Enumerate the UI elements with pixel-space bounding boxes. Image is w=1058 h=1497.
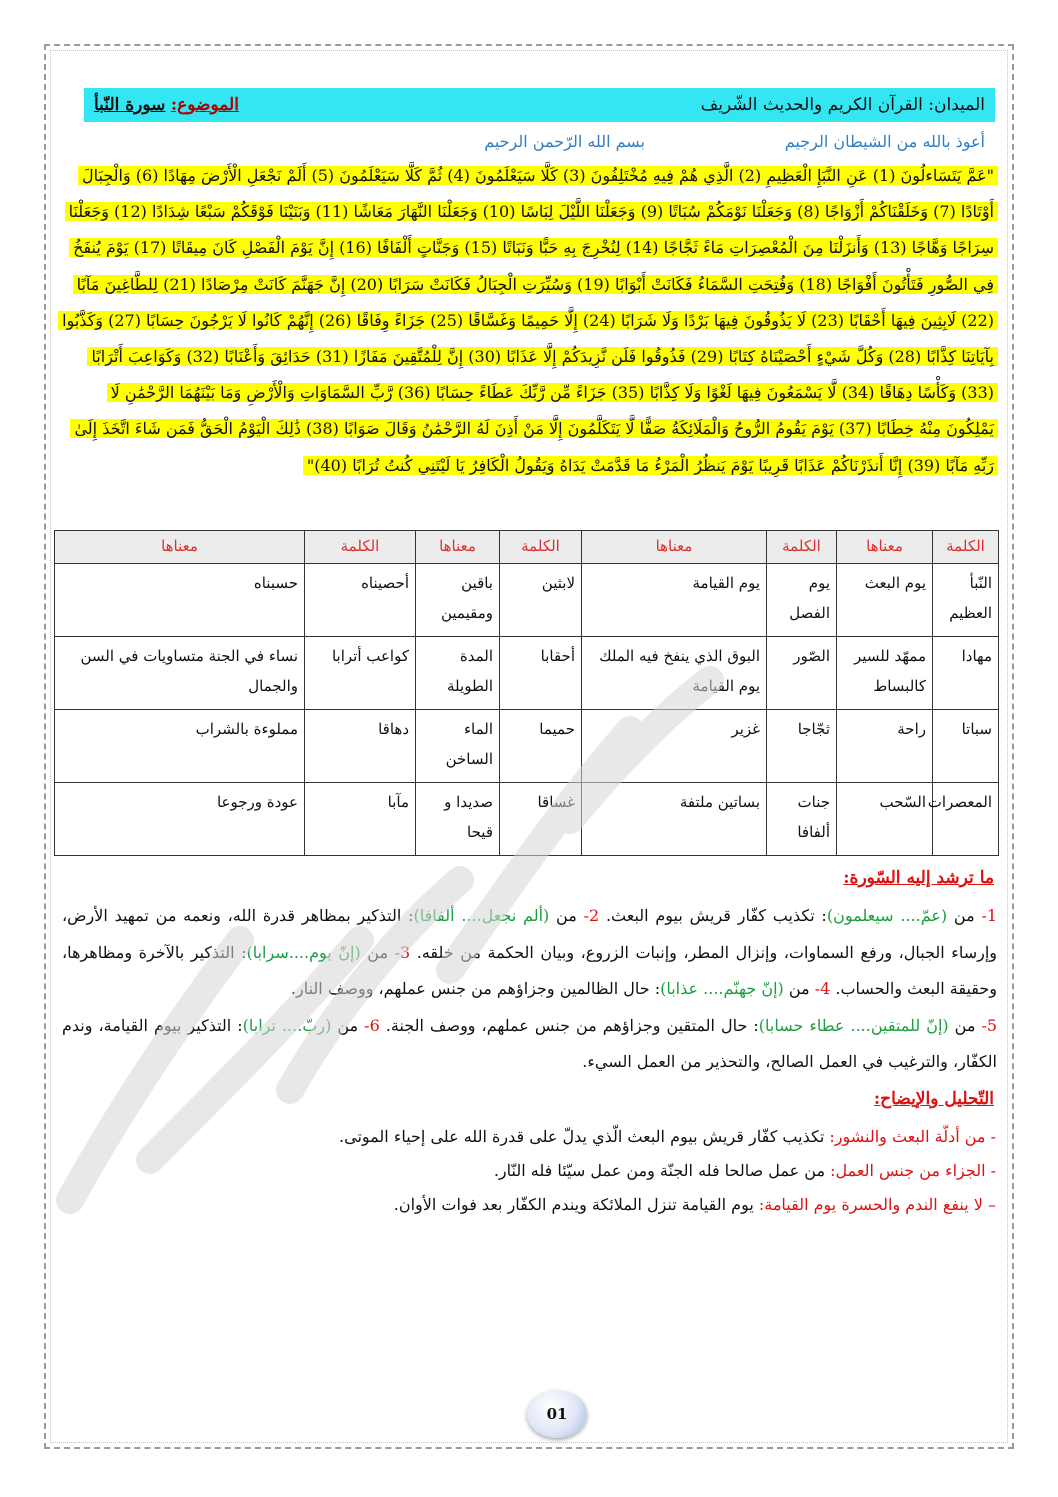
field-label: الميدان: القرآن الكريم والحديث الشّريف xyxy=(700,95,985,115)
guidance-reference: (إنّ يوم....سرابا) xyxy=(246,942,361,962)
table-cell: ممهّد للسير كالبساط xyxy=(837,637,933,710)
table-cell: يوم الفصل xyxy=(767,564,837,637)
basmala: بسم الله الرّحمن الرحيم xyxy=(484,132,645,151)
guidance-reference: (إنّ للمتقين.... عطاء حسابا) xyxy=(758,1015,949,1035)
guidance-title: ما ترشد إليه السّورة: xyxy=(843,868,994,888)
guidance-prefix: من xyxy=(360,942,395,962)
lesson-header xyxy=(84,88,995,122)
analysis-item xyxy=(61,1120,996,1154)
analysis-item xyxy=(61,1188,996,1222)
guidance-reference: (عمّ.... سيعلمون) xyxy=(826,906,948,925)
guidance-text: : التذكير بمظاهر قدرة الله، ونعمه من تمهيد الأرض، وإرساء الجبال، ورفع السماوات، وإنزال المطر، وإنبات الزروع، وبيان الحكمة من خلقه. xyxy=(62,906,998,962)
header-word: الكلمة xyxy=(305,531,416,564)
vocab-header-row xyxy=(55,531,999,564)
guidance-number: 6- xyxy=(364,1015,380,1035)
table-cell: مملوءة بالشراب xyxy=(55,710,305,783)
table-cell: أحصيناه xyxy=(305,564,416,637)
header-word: الكلمة xyxy=(767,531,837,564)
guidance-number: 4- xyxy=(814,979,831,998)
guidance-prefix: من xyxy=(783,979,815,998)
table-row xyxy=(55,710,999,783)
table-cell: باقين ومقيمين xyxy=(416,564,500,637)
table-row xyxy=(55,637,999,710)
table-cell: جنات ألفافا xyxy=(767,783,837,856)
topic-value: سورة النّبأ xyxy=(94,95,166,115)
analysis-text: يوم القيامة تنزل الملائكة ويندم الكفّار بعد فوات الأوان. xyxy=(393,1195,759,1214)
isti3adha: أعوذ بالله من الشيطان الرجيم xyxy=(784,132,985,151)
table-cell: الماء الساخن xyxy=(416,710,500,783)
table-cell: كواعب أترابا xyxy=(305,637,416,710)
vocabulary-table xyxy=(54,530,999,856)
table-cell: البوق الذي ينفخ فيه الملك يوم القيامة xyxy=(582,637,767,710)
table-cell: بساتين ملتفة xyxy=(582,783,767,856)
table-cell: لابثين xyxy=(500,564,582,637)
table-cell: يوم القيامة xyxy=(582,564,767,637)
guidance-text: : حال الظالمين وجزاؤهم من جنس عملهم، ووصف النار. xyxy=(290,979,661,998)
quran-passage xyxy=(62,158,998,520)
topic-label: الموضوع: xyxy=(170,95,239,115)
table-cell: غزير xyxy=(582,710,767,783)
header-word: الكلمة xyxy=(500,531,582,564)
topic xyxy=(94,95,239,115)
header-meaning: معناها xyxy=(837,531,933,564)
table-cell: أحقابا xyxy=(500,637,582,710)
table-cell: ثجّاجا xyxy=(767,710,837,783)
analysis-text: تكذيب كفّار قريش بيوم البعث الّذي يدلّ على قدرة الله على إحياء الموتى. xyxy=(339,1127,830,1146)
table-cell: يوم البعث xyxy=(837,564,933,637)
guidance-number: 3- xyxy=(394,942,411,962)
table-cell: غساقا xyxy=(500,783,582,856)
quran-text: "عَمَّ يَتَسَاءلُونَ (1) عَنِ النَّبَإِ الْعَظِيمِ (2) الَّذِي هُمْ فِيهِ مُخْتَلِفُونَ (3) كَلَّا سَيَعْلَمُونَ (4) ثُمَّ كَلَّا سَيَعْلَمُونَ (5) أَلَمْ نَجْعَلِ الْأَرْضَ مِهَادًا (6) وَالْجِبَالَ أَوْتَادًا (7) وَخَلَقْنَاكُمْ أَزْوَاجًا (8) وَجَعَلْنَا نَوْمَكُمْ سُبَاتًا (9) وَجَعَلْنَا اللَّيْلَ لِبَاسًا (10) وَجَعَلْنَا النَّهَارَ مَعَاشًا (11) وَبَنَيْنَا فَوْقَكُمْ سَبْعًا شِدَادًا (12) وَجَعَلْنَا سِرَاجًا وَهَّاجًا (13) وَأَنزَلْنَا مِنَ الْمُعْصِرَاتِ مَاءً ثَجَّاجًا (14) لِنُخْرِجَ بِهِ حَبًّا وَنَبَاتًا (15) وَجَنَّاتٍ أَلْفَافًا (16) إِنَّ يَوْمَ الْفَصْلِ كَانَ مِيقَاتًا (17) يَوْمَ يُنفَخُ فِي الصُّورِ فَتَأْتُونَ أَفْوَاجًا (18) وَفُتِحَتِ السَّمَاءُ فَكَانَتْ أَبْوَابًا (19) وَسُيِّرَتِ الْجِبَالُ فَكَانَتْ سَرَابًا (20) إِنَّ جَهَنَّمَ كَانَتْ مِرْصَادًا (21) لِلطَّاغِينَ مَآبًا (22) لَابِثِينَ فِيهَا أَحْقَابًا (23) لَا يَذُوقُونَ فِيهَا بَرْدًا وَلَا شَرَابًا (24) إِلَّا حَمِيمًا وَغَسَّاقًا (25) جَزَاءً وِفَاقًا (26) إِنَّهُمْ كَانُوا لَا يَرْجُونَ حِسَابًا (27) وَكَذَّبُوا بِآيَاتِنَا كِذَّابًا (28) وَكُلَّ شَيْءٍ أَحْصَيْنَاهُ كِتَابًا (29) فَذُوقُوا فَلَن نَّزِيدَكُمْ إِلَّا عَذَابًا (30) إِنَّ لِلْمُتَّقِينَ مَفَازًا (31) حَدَائِقَ وَأَعْنَابًا (32) وَكَوَاعِبَ أَتْرَابًا (33) وَكَأْسًا دِهَاقًا (34) لَّا يَسْمَعُونَ فِيهَا لَغْوًا وَلَا كِذَّابًا (35) جَزَاءً مِّن رَّبِّكَ عَطَاءً حِسَابًا (36) رَّبِّ السَّمَاوَاتِ وَالْأَرْضِ وَمَا بَيْنَهُمَا الرَّحْمَٰنِ لَا يَمْلِكُونَ مِنْهُ خِطَابًا (37) يَوْمَ يَقُومُ الرُّوحُ وَالْمَلَائِكَةُ صَفًّا لَّا يَتَكَلَّمُونَ إِلَّا مَنْ أَذِنَ لَهُ الرَّحْمَٰنُ وَقَالَ صَوَابًا (38) ذَٰلِكَ الْيَوْمُ الْحَقُّ فَمَن شَاءَ اتَّخَذَ إِلَىٰ رَبِّهِ مَآبًا (39) إِنَّا أَنذَرْنَاكُمْ عَذَابًا قَرِيبًا يَوْمَ يَنظُرُ الْمَرْءُ مَا قَدَّمَتْ يَدَاهُ وَيَقُولُ الْكَافِرُ يَا لَيْتَنِي كُنتُ تُرَابًا (40)" xyxy=(58,166,998,475)
guidance-number: 5- xyxy=(981,1015,998,1035)
guidance-text: : التذكير بالآخرة ومظاهرها، وحقيقة البعث والحساب. xyxy=(62,942,997,998)
analysis-title: التّحليل والإيضاح: xyxy=(873,1089,994,1109)
table-cell: حسبناه xyxy=(55,564,305,637)
opening-row xyxy=(84,130,995,156)
table-cell: نساء في الجنة متساويات في السن والجمال xyxy=(55,637,305,710)
header-word: الكلمة xyxy=(933,531,999,564)
guidance-number: 2- xyxy=(583,906,600,925)
table-cell: راحة xyxy=(837,710,933,783)
table-cell: مهادا xyxy=(933,637,999,710)
table-row xyxy=(55,564,999,637)
table-cell: المعصرات xyxy=(933,783,999,856)
guidance-number: 1- xyxy=(981,906,998,925)
guidance-reference: (ربّ.... ترابا) xyxy=(242,1015,332,1035)
table-cell: الصّور xyxy=(767,637,837,710)
table-cell: صديدا و قيحا xyxy=(416,783,500,856)
guidance-text: : حال المتقين وجزاؤهم من جنس عملهم، ووصف الجنة. xyxy=(379,1015,759,1035)
guidance-reference: (ألم نجعل.... ألفافا) xyxy=(413,906,550,925)
guidance-prefix: من xyxy=(948,1015,982,1035)
analysis-item xyxy=(61,1154,996,1188)
header-meaning: معناها xyxy=(55,531,305,564)
page-number: 01 xyxy=(527,1390,587,1438)
table-cell: النّبأ العظيم xyxy=(933,564,999,637)
header-meaning: معناها xyxy=(416,531,500,564)
guidance-prefix: من xyxy=(549,906,584,925)
guidance-text: : التذكير بيوم القيامة، وندم الكفّار، والترغيب في العمل الصالح، والتحذير من العمل السيء. xyxy=(62,1015,997,1071)
analysis-key: – لا ينفع الندم والحسرة يوم القيامة: xyxy=(758,1195,996,1214)
guidance-prefix: من xyxy=(331,1015,365,1035)
guidance-text: : تكذيب كفّار قريش بيوم البعث. xyxy=(599,906,827,925)
analysis-list xyxy=(61,1120,996,1222)
table-row xyxy=(55,783,999,856)
guidance-reference: (إنّ جهنّم.... عذابا) xyxy=(660,979,784,998)
table-cell: المدة الطويلة xyxy=(416,637,500,710)
table-cell: عودة ورجوعا xyxy=(55,783,305,856)
guidance-prefix: من xyxy=(947,906,982,925)
analysis-key: - الجزاء من جنس العمل: xyxy=(830,1161,996,1180)
table-cell: حميما xyxy=(500,710,582,783)
table-cell: دهاقا xyxy=(305,710,416,783)
table-cell: مآبا xyxy=(305,783,416,856)
analysis-key: - من أدلّة البعث والنشور: xyxy=(829,1127,996,1146)
header-meaning: معناها xyxy=(582,531,767,564)
guidance-paragraph xyxy=(62,898,997,1081)
table-cell: السّحب xyxy=(837,783,933,856)
table-cell: سباتا xyxy=(933,710,999,783)
analysis-text: من عمل صالحا فله الجنّة ومن عمل سيّئا فله النّار. xyxy=(493,1161,831,1180)
